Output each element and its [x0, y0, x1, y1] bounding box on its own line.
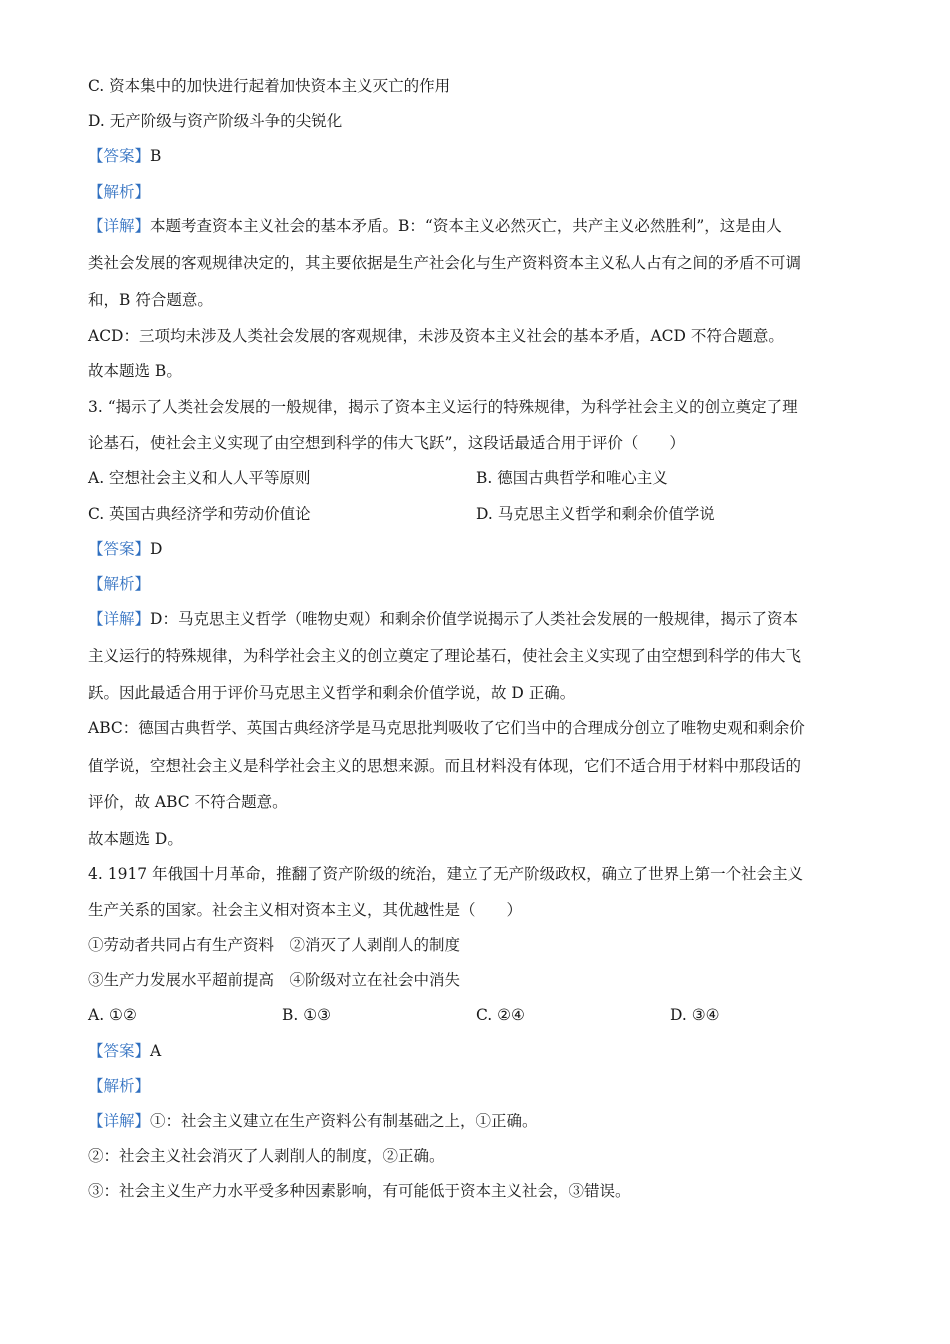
q3-option-d: D. 马克思主义哲学和剩余价值学说 [476, 505, 715, 523]
detail-text: D：马克思主义哲学（唯物史观）和剩余价值学说揭示了人类社会发展的一般规律，揭示了资本 [150, 610, 798, 628]
answer-value: D [150, 540, 163, 558]
q2-acd-line: ACD：三项均未涉及人类社会发展的客观规律，未涉及资本主义社会的基本矛盾，ACD 不符合题意。 [88, 327, 784, 345]
q3-detail-line-1 [88, 609, 863, 629]
q3-option-b: B. 德国古典哲学和唯心主义 [476, 469, 668, 487]
q4-point-3: ③：社会主义生产力水平受多种因素影响，有可能低于资本主义社会，③错误。 [88, 1182, 631, 1200]
q4-detail-line [88, 1111, 863, 1131]
q2-analysis-tag: 【解析】 [88, 183, 151, 201]
q3-detail-line-2: 主义运行的特殊规律，为科学社会主义的创立奠定了理论基石，使社会主义实现了由空想到科学的伟大飞 [88, 647, 802, 665]
q2-detail-line-1 [88, 216, 863, 236]
q4-point-2: ②：社会主义社会消灭了人剥削人的制度，②正确。 [88, 1147, 445, 1165]
q4-analysis-tag: 【解析】 [88, 1077, 151, 1095]
detail-tag: 【详解】 [88, 610, 151, 628]
q2-detail-line-3: 和，B 符合题意。 [88, 291, 213, 309]
q3-option-a: A. 空想社会主义和人人平等原则 [88, 469, 311, 487]
q4-stem-line-1: 4. 1917 年俄国十月革命，推翻了资产阶级的统治，建立了无产阶级政权，确立了世界上第一个社会主义 [88, 865, 804, 883]
q3-abc-line-1: ABC：德国古典哲学、英国古典经济学是马克思批判吸收了它们当中的合理成分创立了唯物史观和剩余价 [88, 719, 805, 737]
answer-value: A [150, 1042, 162, 1060]
detail-tag: 【详解】 [88, 1112, 151, 1130]
q3-answer [88, 539, 863, 559]
q3-abc-line-2: 值学说，空想社会主义是科学社会主义的思想来源。而且材料没有体现，它们不适合用于材料中那段话的 [88, 757, 802, 775]
q2-option-d: D. 无产阶级与资产阶级斗争的尖锐化 [88, 112, 343, 130]
q3-analysis-tag: 【解析】 [88, 575, 151, 593]
q3-option-c: C. 英国古典经济学和劳动价值论 [88, 505, 311, 523]
q4-option-b: B. ①③ [282, 1006, 332, 1024]
q2-option-c: C. 资本集中的加快进行起着加快资本主义灭亡的作用 [88, 77, 451, 95]
detail-text: ①：社会主义建立在生产资料公有制基础之上，①正确。 [150, 1112, 538, 1130]
answer-tag: 【答案】 [88, 540, 151, 558]
q2-answer [88, 146, 863, 166]
q4-items-line-2: ③生产力发展水平超前提高 ④阶级对立在社会中消失 [88, 971, 461, 989]
q4-answer [88, 1041, 863, 1061]
answer-tag: 【答案】 [88, 1042, 151, 1060]
detail-text: 本题考查资本主义社会的基本矛盾。B：“资本主义必然灭亡，共产主义必然胜利”，这是由人 [150, 217, 782, 235]
answer-value: B [150, 147, 162, 165]
q4-option-a: A. ①② [88, 1006, 137, 1024]
q4-items-line-1: ①劳动者共同占有生产资料 ②消灭了人剥削人的制度 [88, 936, 461, 954]
detail-tag: 【详解】 [88, 217, 151, 235]
q2-detail-line-2: 类社会发展的客观规律决定的，其主要依据是生产社会化与生产资料资本主义私人占有之间的矛盾不可调 [88, 254, 802, 272]
q3-detail-line-3: 跃。因此最适合用于评价马克思主义哲学和剩余价值学说，故 D 正确。 [88, 684, 576, 702]
q4-options-row [88, 1005, 863, 1025]
q2-conclusion: 故本题选 B。 [88, 362, 182, 380]
q3-abc-line-3: 评价，故 ABC 不符合题意。 [88, 793, 288, 811]
q4-option-c: C. ②④ [476, 1006, 525, 1024]
q4-option-d: D. ③④ [670, 1006, 720, 1024]
q3-stem-line-1: 3. “揭示了人类社会发展的一般规律，揭示了资本主义运行的特殊规律，为科学社会主义的创立奠定了理 [88, 398, 798, 416]
answer-tag: 【答案】 [88, 147, 151, 165]
q3-options-row-1 [88, 468, 863, 488]
q3-stem-line-2: 论基石，使社会主义实现了由空想到科学的伟大飞跃”，这段话最适合用于评价（ ） [88, 434, 685, 452]
q3-options-row-2 [88, 504, 863, 524]
q3-conclusion: 故本题选 D。 [88, 830, 183, 848]
q4-stem-line-2: 生产关系的国家。社会主义相对资本主义，其优越性是（ ） [88, 901, 523, 919]
